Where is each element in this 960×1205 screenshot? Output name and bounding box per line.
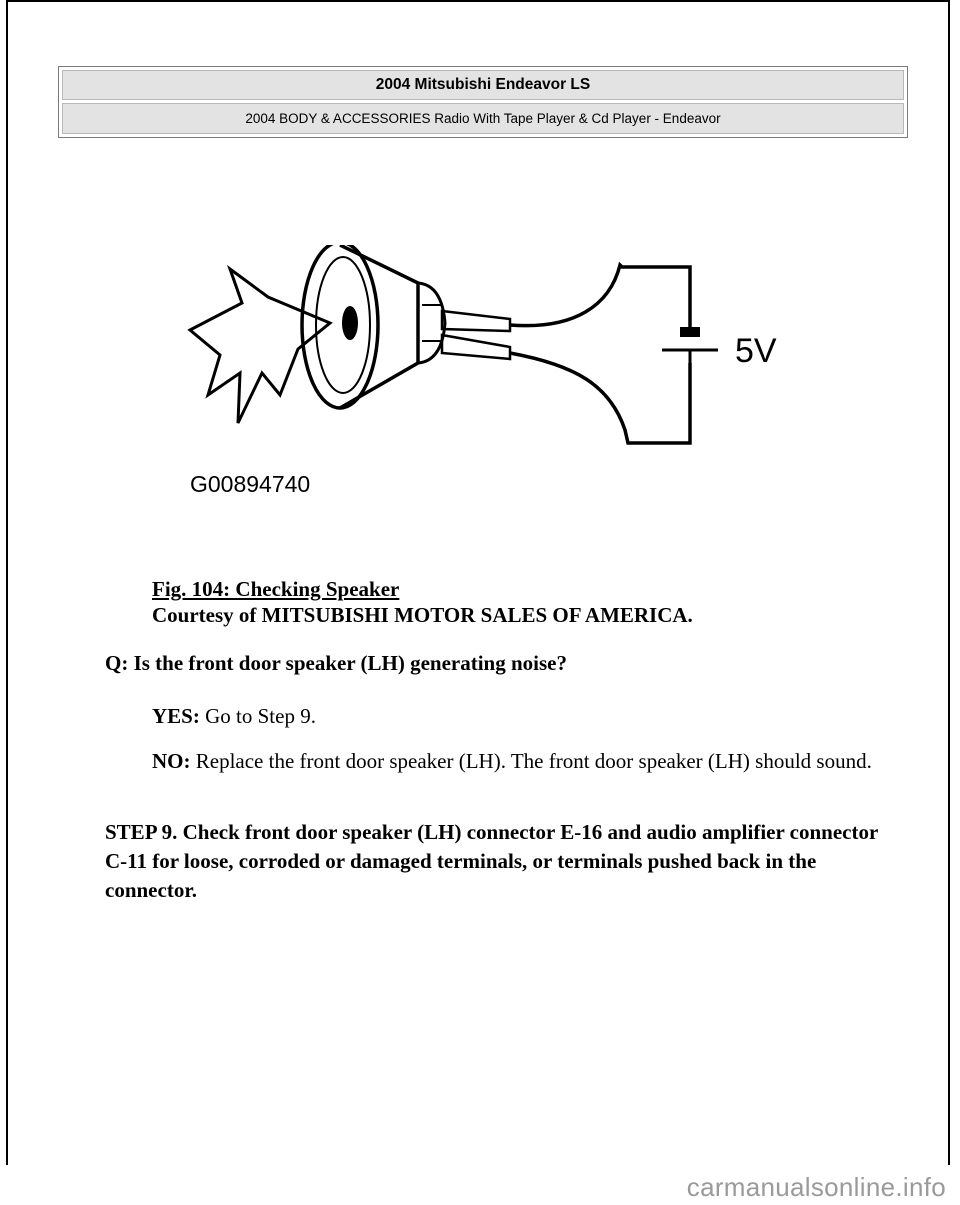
figure-courtesy: Courtesy of MITSUBISHI MOTOR SALES OF AMERICA.: [152, 603, 693, 627]
probe-lower: [442, 335, 510, 359]
probe-upper: [442, 311, 510, 331]
answer-yes-text: Go to Step 9.: [199, 704, 316, 728]
figure-code-label: G00894740: [190, 471, 311, 497]
wire-lower: [510, 353, 690, 443]
footer-watermark: carmanualsonline.info: [686, 1172, 946, 1202]
answer-no-label: NO:: [152, 749, 191, 773]
question-text: Q: Is the front door speaker (LH) generating noise?: [105, 651, 567, 675]
speaker-check-figure: [180, 245, 780, 505]
answer-yes-label: YES:: [152, 704, 200, 728]
answer-no-text: Replace the front door speaker (LH). The front door speaker (LH) should sound.: [190, 749, 872, 773]
answer-no: [152, 747, 872, 775]
header-title: 2004 Mitsubishi Endeavor LS: [62, 70, 904, 100]
battery-positive: [680, 327, 700, 337]
voltage-label: 5V: [735, 332, 777, 370]
speaker-center: [342, 306, 358, 340]
document-header: [58, 66, 908, 138]
wire-upper: [510, 265, 690, 330]
header-subtitle: 2004 BODY & ACCESSORIES Radio With Tape Player & Cd Player - Endeavor: [62, 103, 904, 134]
speaker-rim: [302, 245, 378, 408]
figure-caption-title: Fig. 104: Checking Speaker: [152, 577, 400, 601]
sound-burst-icon: [190, 269, 330, 423]
answer-yes: [152, 702, 872, 730]
step-9-text: STEP 9. Check front door speaker (LH) connector E-16 and audio amplifier connector C-11 for loose, corroded or damaged terminals, or terminals pushed back in the connector.: [105, 820, 878, 902]
figure-caption: [152, 576, 693, 628]
